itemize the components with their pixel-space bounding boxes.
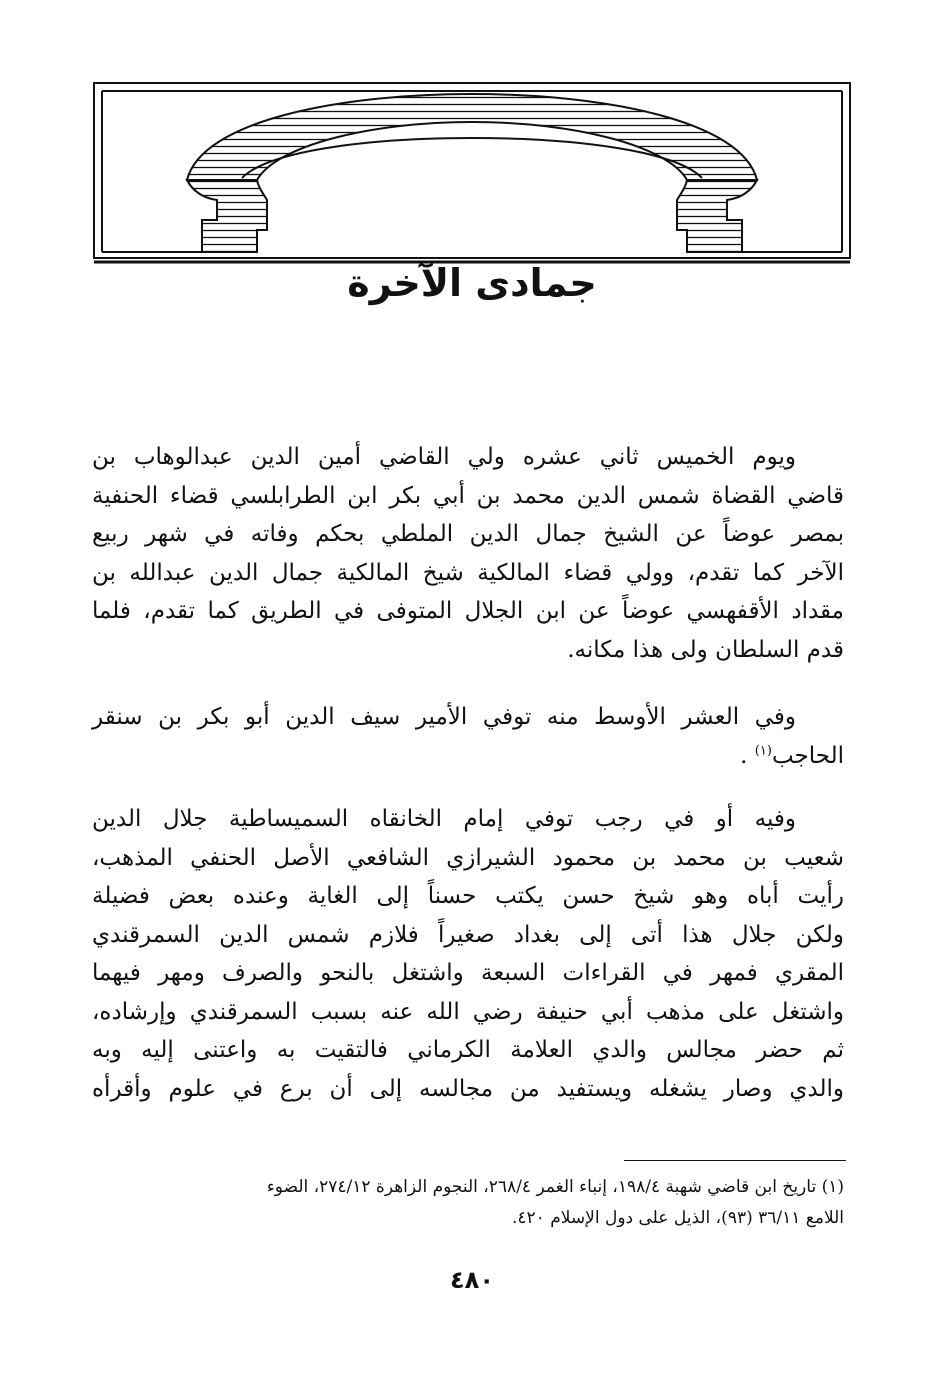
text-line: شعيب بن محمد بن محمود الشيرازي الشافعي الأصل الحنفي المذهب، <box>92 844 844 871</box>
paragraph-2 <box>92 698 844 775</box>
footnote-line: (١) تاريخ ابن قاضي شهبة ١٩٨/٤، إنباء الغمر ٢٦٨/٤، النجوم الزاهرة ٢٧٤/١٢، الضوء <box>266 1177 844 1197</box>
text-fragment: الحاجب <box>771 742 844 769</box>
text-line: وفي العشر الأوسط منه توفي الأمير سيف الدين أبو بكر بن سنقر <box>92 704 796 730</box>
text-line: ثم حضر مجالس والدي العلامة الكرماني فالتقيت به واعتنى إليه وبه <box>92 1037 844 1063</box>
footnote <box>92 1172 844 1234</box>
footnote-line: اللامع ٣٦/١١ (٩٣)، الذيل على دول الإسلام ٤٢٠. <box>512 1208 844 1228</box>
footnote-ref: (١) <box>754 742 772 758</box>
text-line <box>92 737 844 776</box>
text-line: مقداد الأقفهسي عوضاً عن ابن الجلال المتوفى في الطريق كما تقدم، فلما <box>92 598 844 624</box>
page-number: ٤٨٠ <box>450 1266 494 1294</box>
text-line: رأيت أباه وهو شيخ حسن يكتب حسناً إلى الغاية وعنده بعض فضيلة <box>92 883 844 909</box>
paragraph-3 <box>92 800 844 1108</box>
footnote-divider <box>624 1160 846 1161</box>
chapter-title: جمادى الآخرة <box>347 261 597 305</box>
text-line: ويوم الخميس ثاني عشره ولي القاضي أمين الدين عبدالوهاب بن <box>92 444 796 470</box>
text-line: قاضي القضاة شمس الدين محمد بن أبي بكر ابن الطرابلسي قضاء الحنفية <box>92 482 844 509</box>
text-line: والدي وصار يشغله ويستفيد من مجالسه إلى أن برع في علوم وأقرأه <box>92 1075 844 1102</box>
text-line: بمصر عوضاً عن الشيخ جمال الدين الملطي بحكم وفاته في شهر ربيع <box>92 521 844 547</box>
text-line: وفيه أو في رجب توفي إمام الخانقاه السميساطية جلال الدين <box>92 806 796 832</box>
arch-ornament <box>92 80 852 270</box>
text-fragment: . <box>740 742 748 769</box>
text-line: ولكن جلال هذا أتى إلى بغداد صغيراً فلازم شمس الدين السمرقندي <box>92 921 844 948</box>
text-line: واشتغل على مذهب أبي حنيفة رضي الله عنه بسبب السمرقندي وإرشاده، <box>92 998 844 1025</box>
text-line: المقري فمهر في القراءات السبعة واشتغل بالنحو والصرف ومهر فيهما <box>92 960 844 986</box>
text-line: الآخر كما تقدم، وولي قضاء المالكية شيخ المالكية جمال الدين عبدالله بن <box>92 559 844 586</box>
paragraph-1 <box>92 438 844 669</box>
text-line: قدم السلطان ولى هذا مكانه. <box>567 636 844 663</box>
